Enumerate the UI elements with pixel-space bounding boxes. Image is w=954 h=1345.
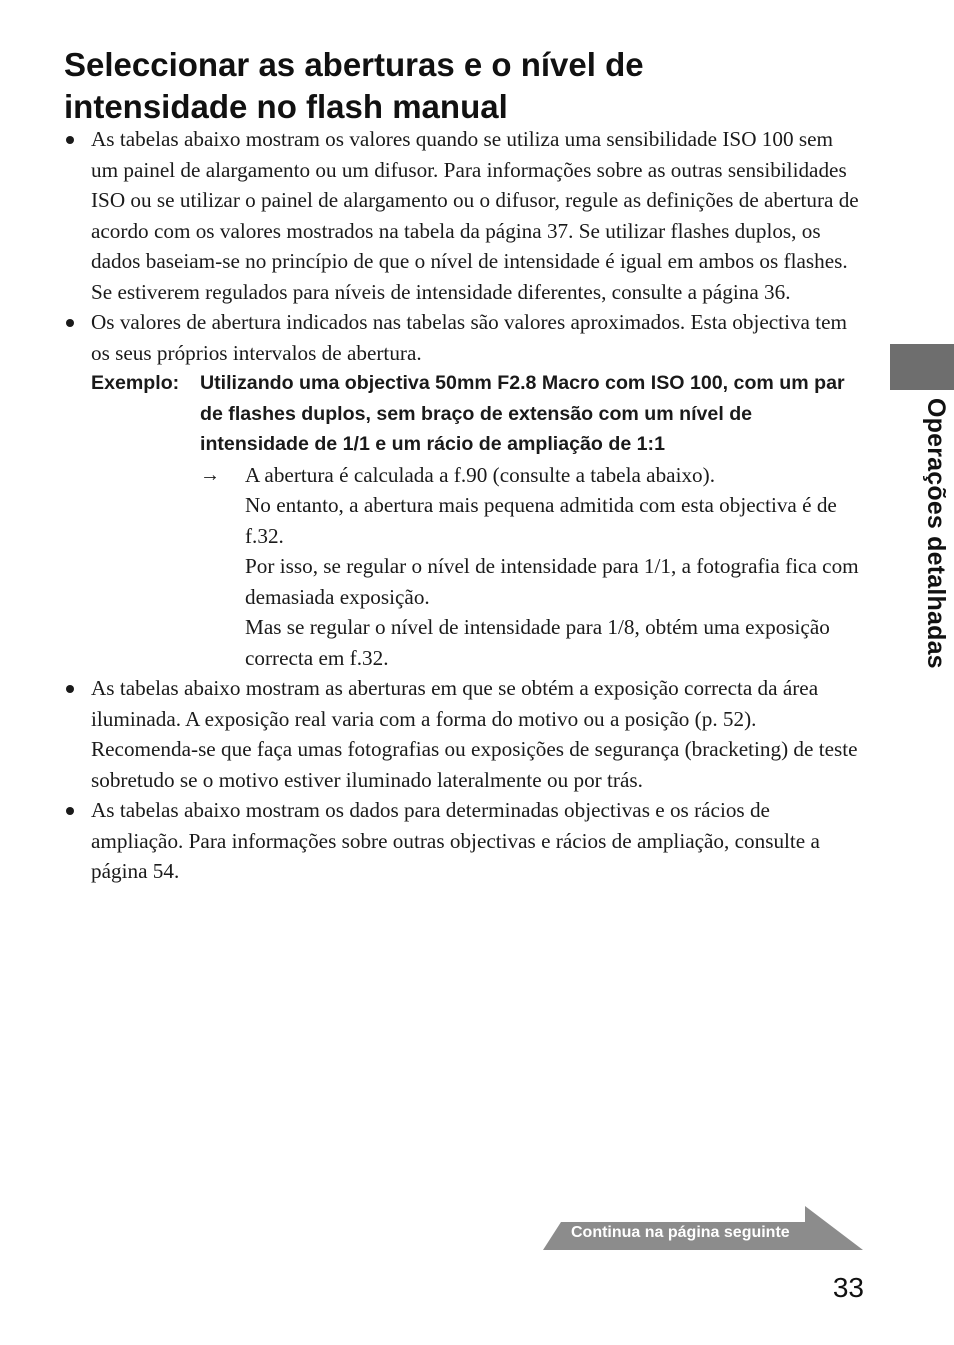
bullet-item-1: As tabelas abaixo mostram os valores quando se utiliza uma sensibilidade ISO 100 sem um painel de alargamento ou um difusor. Para informações sobre as outras sensibilidades ISO ou se utilizar o painel de alargamento ou o difusor, regule as definições de abertura de acordo com os valores mostrados na tabela da página 37. Se utilizar flashes duplos, os dados baseiam-se no princípio de que o nível de intensidade é igual em ambos os flashes. Se estiverem regulados para níveis de intensidade diferentes, consulte a página 36. (64, 124, 864, 307)
example-block (64, 368, 864, 673)
continue-label: Continua na página seguinte (571, 1224, 790, 1241)
title-line-2: intensidade no flash manual (64, 88, 508, 125)
example-heading-text: Utilizando uma objectiva 50mm F2.8 Macro com ISO 100, com um par de flashes duplos, sem braço de extensão com um nível de intensidade de 1/1 e um rácio de ampliação de 1:1 (200, 372, 845, 455)
example-result-line-1: A abertura é calculada a f.90 (consulte a tabela abaixo). (245, 462, 716, 487)
bullet-item-4: As tabelas abaixo mostram os dados para determinadas objectivas e os rácios de ampliação. Para informações sobre outras objectivas e rácios de ampliação, consulte a página 54. (64, 795, 864, 887)
example-result-line-2: No entanto, a abertura mais pequena admitida com esta objectiva é de f.32. (245, 493, 837, 548)
bullet-item-2: Os valores de abertura indicados nas tabelas são valores aproximados. Esta objectiva tem os seus próprios intervalos de abertura. (64, 307, 864, 368)
title-line-1: Seleccionar as aberturas e o nível de (64, 46, 644, 83)
example-result-line-4: Mas se regular o nível de intensidade para 1/8, obtém uma exposição correcta em f.32. (245, 615, 830, 670)
example-result-line-3: Por isso, se regular o nível de intensidade para 1/1, a fotografia fica com demasiada exposição. (245, 554, 859, 609)
section-tab-marker (890, 344, 954, 390)
section-side-label: Operações detalhadas (922, 398, 950, 669)
example-label: Exemplo: (91, 372, 180, 394)
page-title (64, 44, 864, 128)
page-number: 33 (832, 1272, 864, 1303)
arrow-right-icon: → (200, 463, 220, 486)
bullet-item-3: As tabelas abaixo mostram as aberturas em que se obtém a exposição correcta da área iluminada. A exposição real varia com a forma do motivo ou a posição (p. 52). Recomenda-se que faça umas fotografias ou exposições de segurança (bracketing) de teste sobretudo se o motivo estiver iluminado lateralmente ou por trás. (64, 673, 864, 795)
continue-next-page-banner (543, 1206, 863, 1250)
example-heading (91, 368, 864, 460)
body-content (64, 124, 864, 887)
example-result (91, 460, 864, 674)
